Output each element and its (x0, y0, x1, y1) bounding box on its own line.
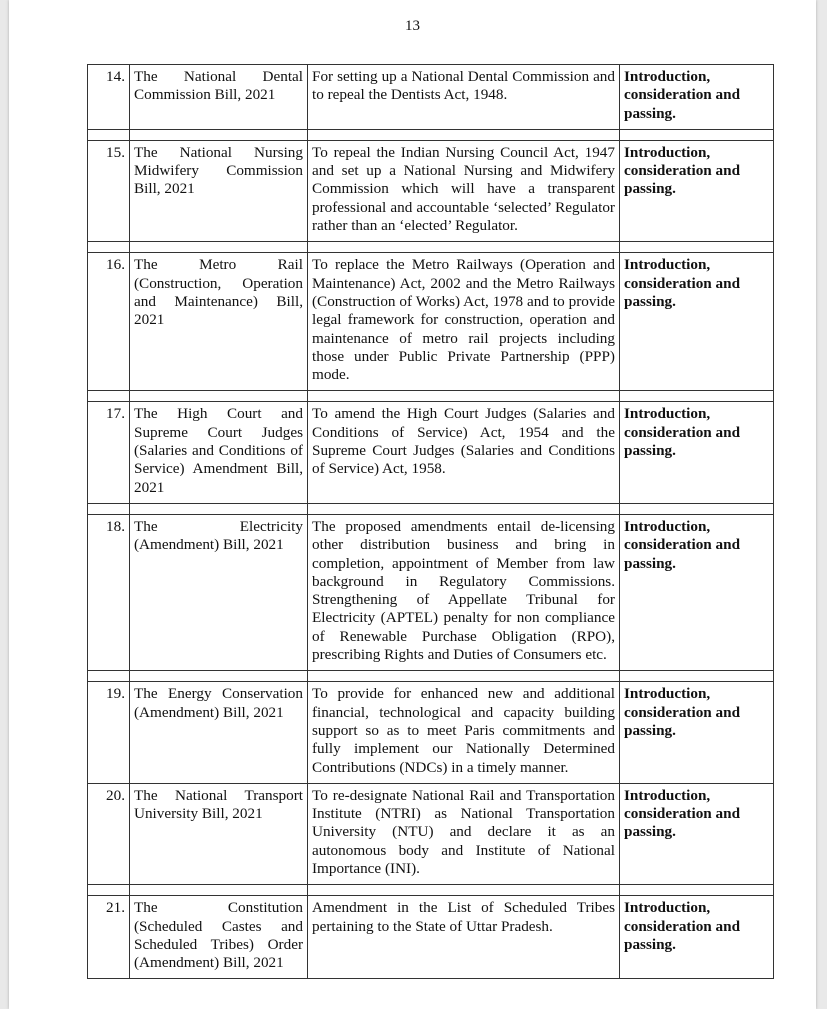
bill-purpose: To amend the High Court Judges (Salaries and Conditions of Service) Act, 1954 and the Supreme Court Judges (Salaries and Conditions of Service) Act, 1958. (308, 402, 620, 503)
row-spacer (88, 503, 774, 514)
bill-stage: Introduction, consideration and passing. (620, 65, 774, 130)
serial-number: 19. (88, 682, 130, 783)
bill-stage: Introduction, consideration and passing. (620, 140, 774, 241)
bill-stage: Introduction, consideration and passing. (620, 896, 774, 979)
row-spacer (88, 671, 774, 682)
bill-purpose: To repeal the Indian Nursing Council Act, 1947 and set up a National Nursing and Midwifery Commission which will have a transparent professional and accountable ‘selected’ Regulator rather than an ‘elected’ Regulator. (308, 140, 620, 241)
bill-title: The Electricity (Amendment) Bill, 2021 (130, 514, 308, 670)
bill-title: The Metro Rail (Construction, Operation and Maintenance) Bill, 2021 (130, 253, 308, 391)
table-row (88, 682, 774, 783)
table-row (88, 253, 774, 391)
document-page (9, 0, 816, 1009)
serial-number: 17. (88, 402, 130, 503)
bill-purpose: To provide for enhanced new and additional financial, technological and capacity building support so as to meet Paris commitments and fully implement our Nationally Determined Contributions (NDCs) in a timely manner. (308, 682, 620, 783)
bill-title: The Constitution (Scheduled Castes and Scheduled Tribes) Order (Amendment) Bill, 2021 (130, 896, 308, 979)
bill-stage: Introduction, consideration and passing. (620, 514, 774, 670)
bill-stage: Introduction, consideration and passing. (620, 783, 774, 884)
bill-purpose: Amendment in the List of Scheduled Tribes pertaining to the State of Uttar Pradesh. (308, 896, 620, 979)
bill-stage: Introduction, consideration and passing. (620, 682, 774, 783)
bill-purpose: To re-designate National Rail and Transportation Institute (NTRI) as National Transportation University (NTU) and declare it as an autonomous body and Institute of National Importance (INI). (308, 783, 620, 884)
table-row (88, 140, 774, 241)
serial-number: 15. (88, 140, 130, 241)
table-row (88, 896, 774, 979)
bill-purpose: The proposed amendments entail de-licensing other distribution business and bring in completion, appointment of Member from law background in Regulatory Commissions. Strengthening of Appellate Tribunal for Electricity (APTEL) penalty for non compliance of Renewable Purchase Obligation (RPO), prescribing Rights and Duties of Consumers etc. (308, 514, 620, 670)
table-row (88, 65, 774, 130)
bill-title: The Energy Conservation (Amendment) Bill, 2021 (130, 682, 308, 783)
serial-number: 21. (88, 896, 130, 979)
row-spacer (88, 391, 774, 402)
row-spacer (88, 129, 774, 140)
table-row (88, 783, 774, 884)
bill-stage: Introduction, consideration and passing. (620, 253, 774, 391)
serial-number: 16. (88, 253, 130, 391)
serial-number: 18. (88, 514, 130, 670)
table-row (88, 402, 774, 503)
bill-purpose: For setting up a National Dental Commission and to repeal the Dentists Act, 1948. (308, 65, 620, 130)
row-spacer (88, 885, 774, 896)
bill-title: The National Nursing Midwifery Commission Bill, 2021 (130, 140, 308, 241)
bill-purpose: To replace the Metro Railways (Operation and Maintenance) Act, 2002 and the Metro Railways (Construction of Works) Act, 1978 and to provide legal framework for construction, operation and maintenance of metro rail projects including those under Public Private Partnership (PPP) mode. (308, 253, 620, 391)
bill-title: The High Court and Supreme Court Judges (Salaries and Conditions of Service) Amendment Bill, 2021 (130, 402, 308, 503)
serial-number: 14. (88, 65, 130, 130)
bill-title: The National Dental Commission Bill, 2021 (130, 65, 308, 130)
table-row (88, 514, 774, 670)
serial-number: 20. (88, 783, 130, 884)
bill-stage: Introduction, consideration and passing. (620, 402, 774, 503)
row-spacer (88, 242, 774, 253)
page-number: 13 (405, 18, 420, 34)
bill-title: The National Transport University Bill, 2021 (130, 783, 308, 884)
bills-table (87, 64, 774, 979)
